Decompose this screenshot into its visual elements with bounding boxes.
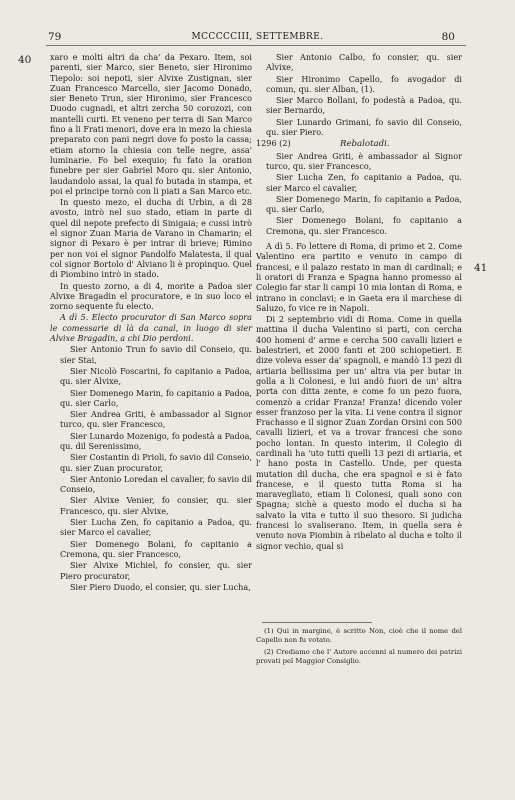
section-year: 1296 (2)	[256, 138, 291, 149]
footnote: (1) Qui in margine, è scritto Non, cioè che il nome del Capello non fu votato.	[256, 627, 462, 644]
footnote: (2) Crediamo che l' Autore accenni al numero dei patrizi provati pel Maggior Consiglio.	[256, 648, 462, 665]
list-item: Sier Andrea Griti, è ambassador al Signor turco, qu. sier Francesco,	[266, 150, 462, 171]
running-title: MCCCCCIII, SETTEMBRE.	[191, 32, 324, 42]
page-header	[0, 30, 515, 44]
list-item: Sier Domenego Bolani, fo capitanio a Cremona, qu. sier Francesco.	[266, 215, 462, 236]
list-item: Sier Costantin di Prioli, fo savio dil Conseio, qu. sier Zuan procurator,	[60, 452, 252, 473]
paragraph: In questo zorno, a di 4, morite a Padoa sier Alvixe Bragadin el procuratore, e in suo loco el zorno sequente fu electo.	[50, 280, 252, 312]
list-item: Sier Lucha Zen, fo capitanio a Padoa, qu. sier Marco el cavalier,	[266, 172, 462, 193]
paragraph: In questo mezo, el ducha di Urbin, a di 28 avosto, intrò nel suo stado, etiam in parte di quel dil nepote prefecto di Sinigaia; e cussi intrò el signor Zuan Maria de Varano in Chamarin; el signor di Pexaro è per intrar di brieve; Rimino per non voi el signor Pandolfo Malatesta, il qual col signor Bortolo d' Alviano li è propinquo. Quel di Piombino intrò in stado.	[50, 197, 252, 280]
list-item: Sier Lunardo Mozenigo, fo podestà a Padoa, qu. dil Serenissimo,	[60, 430, 252, 451]
section-title	[256, 138, 462, 149]
list-item: Sier Alvixe Michiel, fo consier, qu. sier Piero procurator,	[60, 560, 252, 581]
footnotes	[256, 627, 462, 669]
header-rule	[46, 45, 466, 46]
margin-number-right: 41	[474, 262, 488, 274]
list-item: Sier Antonio Trun fo savio dil Conseio, qu. sier Stai,	[60, 344, 252, 365]
list-item: Sier Marco Bollani, fo podestà a Padoa, qu. sier Bernardo,	[266, 95, 462, 116]
list-item: Sier Domenego Marin, fo capitanio a Padoa, qu. sier Carlo,	[60, 387, 252, 408]
list-item: Sier Nicolò Foscarini, fo capitanio a Padoa, qu. sier Alvixe,	[60, 365, 252, 387]
list-item: Sier Antonio Loredan el cavalier, fo savio dil Conseio,	[60, 473, 252, 495]
election-heading: A dì 5. Electo procurator di San Marco sopra le comessarie di là da canal, in luogo di sier Alvixe Bragadin, a chi Dio perdoni.	[50, 312, 252, 344]
candidate-list	[50, 344, 252, 592]
right-column	[256, 52, 462, 552]
list-item: Sier Lucha Zen, fo capitanio a Padoa, qu. sier Marco el cavalier,	[60, 517, 252, 538]
footnote-rule	[262, 622, 372, 623]
page-number-right: 80	[441, 31, 455, 43]
list-item: Sier Piero Duodo, el consier, qu. sier Lucha,	[70, 581, 251, 592]
list-item: Sier Alvixe Venier, fo consier, qu. sier Francesco, qu. sier Alvixe,	[60, 495, 252, 516]
list-item: Sier Hironimo Capello, fo avogador di comun, qu. sier Alban, (1).	[266, 73, 462, 94]
list-item: Sier Domenego Bolani, fo capitanio a Cremona, qu. sier Francesco,	[60, 538, 252, 559]
paragraph: Di 2 septembrio vidi di Roma. Come in quella mattina il ducha Valentino si parti, con cercha 400 homeni d' arme e cercha 500 cavalli lizieri e balestrieri, et 2000 fanti et 200 schiopetieri. E dize voleva esser da' spagnoli, e mandò 13 pezi di artiaria bellissima per un' altra via per butar in golla a li Colonesi, e lui andò fuori de un' altra porta con ditta zente, e come fo un pezo fuora, comenzò a cridar Franza! Franza! dicendo voler esser franzoso per la vita. Li vene contra il signor Frachasso e il signor Zuan Zordan Orsini con 500 cavalli lizieri, et va a trovar francesi che sono pocho lontan. In questo interim, il Colegio di cardinali ha 'uto tutti quelli 13 pezi di artiaria, et l' hano posta in Castello. Unde, per questa mutation dil ducha, che era spagnol e si è fato francese, e il questo tutta Roma si ha maravegliato, etiam li Colonesi, quali sono con Spagna; sichè a questo modo el ducha si ha salvato la vita e tutto il suo thesoro. Si judicha francesi lo svaliserano. Item, in quella sera è venuto nova Piombin à ribelato al ducha e tolto il signor vechio, qual si	[256, 314, 462, 551]
list-item: Sier Andrea Griti, è ambassador al Signor turco, qu. sier Francesco,	[60, 409, 252, 430]
paragraph: A dì 5. Fo lettere di Roma, di primo et 2. Come Valentino era partito e venuto in campo di francesi, e il palazo restato in man di cardinali; e li oratori di Franza e Spagna hanno promesso al Colegio far star li campi 10 mia lontan di Roma, e intrano in conclavi; e in Gaeta era il marchese di Saluzo, fo vice re in Napoli.	[256, 241, 462, 313]
page-number-left: 79	[48, 31, 62, 43]
list-item: Sier Domenego Marin, fo capitanio a Padoa, qu. sier Carlo,	[266, 193, 462, 215]
list-item: Sier Antonio Calbo, fo consier, qu. sier Alvixe,	[266, 52, 462, 73]
paragraph: xaro e molti altri da cha' da Pexaro. Item, soi parenti, sier Marco, sier Beneto, sier Hironimo Tiepolo: soi nepoti, sier Alvixe Zustignan, sier Zuan Francesco Marcello, sier Jacomo Donado, sier Beneto Trun, sier Hironimo, sier Francesco Duodo cugnadi, et altri zercha 50 corozozi, con mantelli curti. Et veneno per terra di San Marco fino a li Frati menori, dove era in mezo la chiesia preparato con pani negri dove fo posto la cassa; etiam atorno la chiesia con telle negre, assa' luminarie. Fo bel exequio; fu fato la oration funebre per sier Gabriel Moro qu. sier Antonio, laudandolo assai, la qual fo butada in stampa, et poi el principe tornò con li piati a San Marco etc.	[50, 52, 252, 196]
section-title-text: Rebalotadi.	[340, 139, 390, 150]
list-item: Sier Lunardo Grimani, fo savio dil Conseio, qu. sier Piero.	[266, 116, 462, 138]
margin-number-left: 40	[18, 54, 32, 66]
left-column	[50, 52, 252, 593]
